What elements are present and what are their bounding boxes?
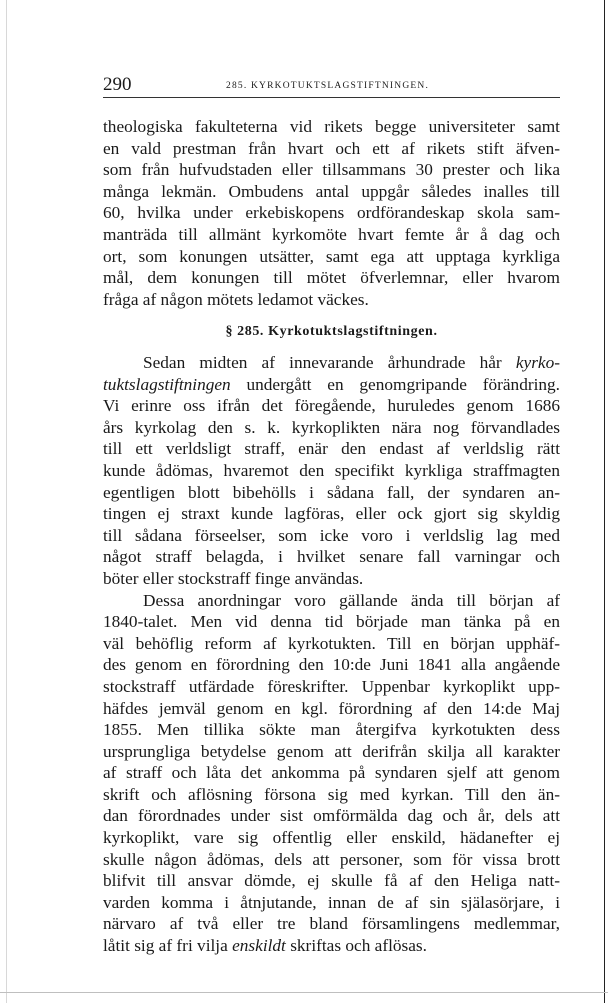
text-line: Dessa anordningar voro gällande ända till början af <box>143 590 560 610</box>
text-line: väl behöflig reform af kyrkotukten. Till en början upphäf- <box>103 633 560 653</box>
text-line: egentligen blott bibehölls i sådana fall, der syndaren an- <box>103 482 560 502</box>
running-head: 285. KYRKOTUKTSLAGSTIFTNINGEN. <box>226 81 430 91</box>
italic-term: enskildt <box>232 936 286 956</box>
italic-term: kyrko- <box>515 353 560 372</box>
page-bottom-edge <box>0 992 608 993</box>
text-line: års kyrkolag den s. k. kyrkoplikten nära nog förvandlades <box>103 417 560 437</box>
text-line: häfdes jemväl genom en kgl. förordning af den 14:de Maj <box>103 698 560 718</box>
text-fragment: skriftas och aflösas. <box>285 936 427 956</box>
text-line: många lekmän. Ombudens antal uppgår således inalles till <box>103 181 560 201</box>
text-line: Vi erinre oss ifrån det föregående, huruledes genom 1686 <box>103 396 560 416</box>
text-line: 1840-talet. Men vid denna tid började man tänka på en <box>103 612 560 632</box>
text-line: varden komma i åtnjutande, innan de af sin själasörjare, i <box>103 892 560 912</box>
page-header <box>103 74 560 96</box>
text-line <box>103 374 560 396</box>
text-line: mål, dem konungen till mötet öfverlemnar, eller hvarom <box>103 268 560 288</box>
text-fragment: Sedan midten af innevarande århundrade hår <box>143 353 516 372</box>
page-right-edge <box>604 0 605 1003</box>
text-line: till sådana förseelser, som icke voro i verldslig lag med <box>103 525 560 545</box>
text-line: 60, hvilka under erkebiskopens ordförandeskap skola sam- <box>103 203 560 223</box>
text-line: kunde ådömas, hvaremot den specifikt kyrkliga straffmagten <box>103 460 560 480</box>
text-line: till ett verldsligt straff, enär den endast af verldslig rätt <box>103 439 560 459</box>
text-line: blifvit till ansvar dömde, ej skulle få af den Heliga natt- <box>103 871 560 891</box>
text-line: skrift och aflösning försona sig med kyrkan. Till den än- <box>103 784 560 804</box>
text-line: en vald prestman från hvart och ett af rikets stift äfven- <box>103 138 560 158</box>
text-line: des genom en förordning den 10:de Juni 1841 alla angående <box>103 655 560 675</box>
text-line: manträda till allmänt kyrkomöte hvart femte år å dag och <box>103 224 560 244</box>
text-line: af straff och låta det ankomma på syndaren sjelf att genom <box>103 763 560 783</box>
text-line: böter eller stockstraff finge användas. <box>103 568 364 588</box>
text-line: ursprungliga betydelse genom att derifrån skilja all karakter <box>103 741 560 761</box>
text-line: stockstraff utfärdade föreskrifter. Uppenbar kyrkoplikt upp- <box>103 676 560 696</box>
text-line: något straff belagda, i hvilket senare fall varningar och <box>103 547 560 567</box>
text-line: theologiska fakulteterna vid rikets begge universiteter samt <box>103 117 560 136</box>
paragraph-1 <box>103 116 560 310</box>
text-fragment: undergått en genomgripande förändring. <box>230 374 560 394</box>
text-line <box>103 352 560 374</box>
page-left-edge <box>6 0 7 1003</box>
text-line: ort, som konungen utsätter, samt ega att upptaga kyrkliga <box>103 246 560 266</box>
text-line: dan förordnades under sist omförmälda dag och år, dels att <box>103 806 560 826</box>
header-rule <box>103 97 560 98</box>
text-line: fråga af någon mötets ledamot väckes. <box>103 289 369 309</box>
text-line: närvaro af två eller tre bland församlingens medlemmar, <box>103 914 560 934</box>
text-line: 1855. Men tillika sökte man återgifva kyrkotukten dess <box>103 720 560 740</box>
text-line <box>103 935 560 957</box>
text-line: tingen ej straxt kunde lagföras, eller ock gjort sig skyldig <box>103 504 560 524</box>
section-heading: § 285. Kyrkotuktslagstiftningen. <box>225 324 438 339</box>
paragraphs-2-3 <box>103 352 560 957</box>
text-fragment: låtit sig af fri vilja <box>103 936 233 956</box>
text-line: kyrkoplikt, vare sig offentlig eller enskild, hädanefter ej <box>103 828 560 848</box>
italic-term: tuktslagstiftningen <box>103 374 231 394</box>
text-line: skulle någon ådömas, dels att personer, som för vissa brott <box>103 849 560 869</box>
text-line: som från hufvudstaden eller tillsammans 30 prester och lika <box>103 160 560 180</box>
page-number: 290 <box>103 74 132 95</box>
